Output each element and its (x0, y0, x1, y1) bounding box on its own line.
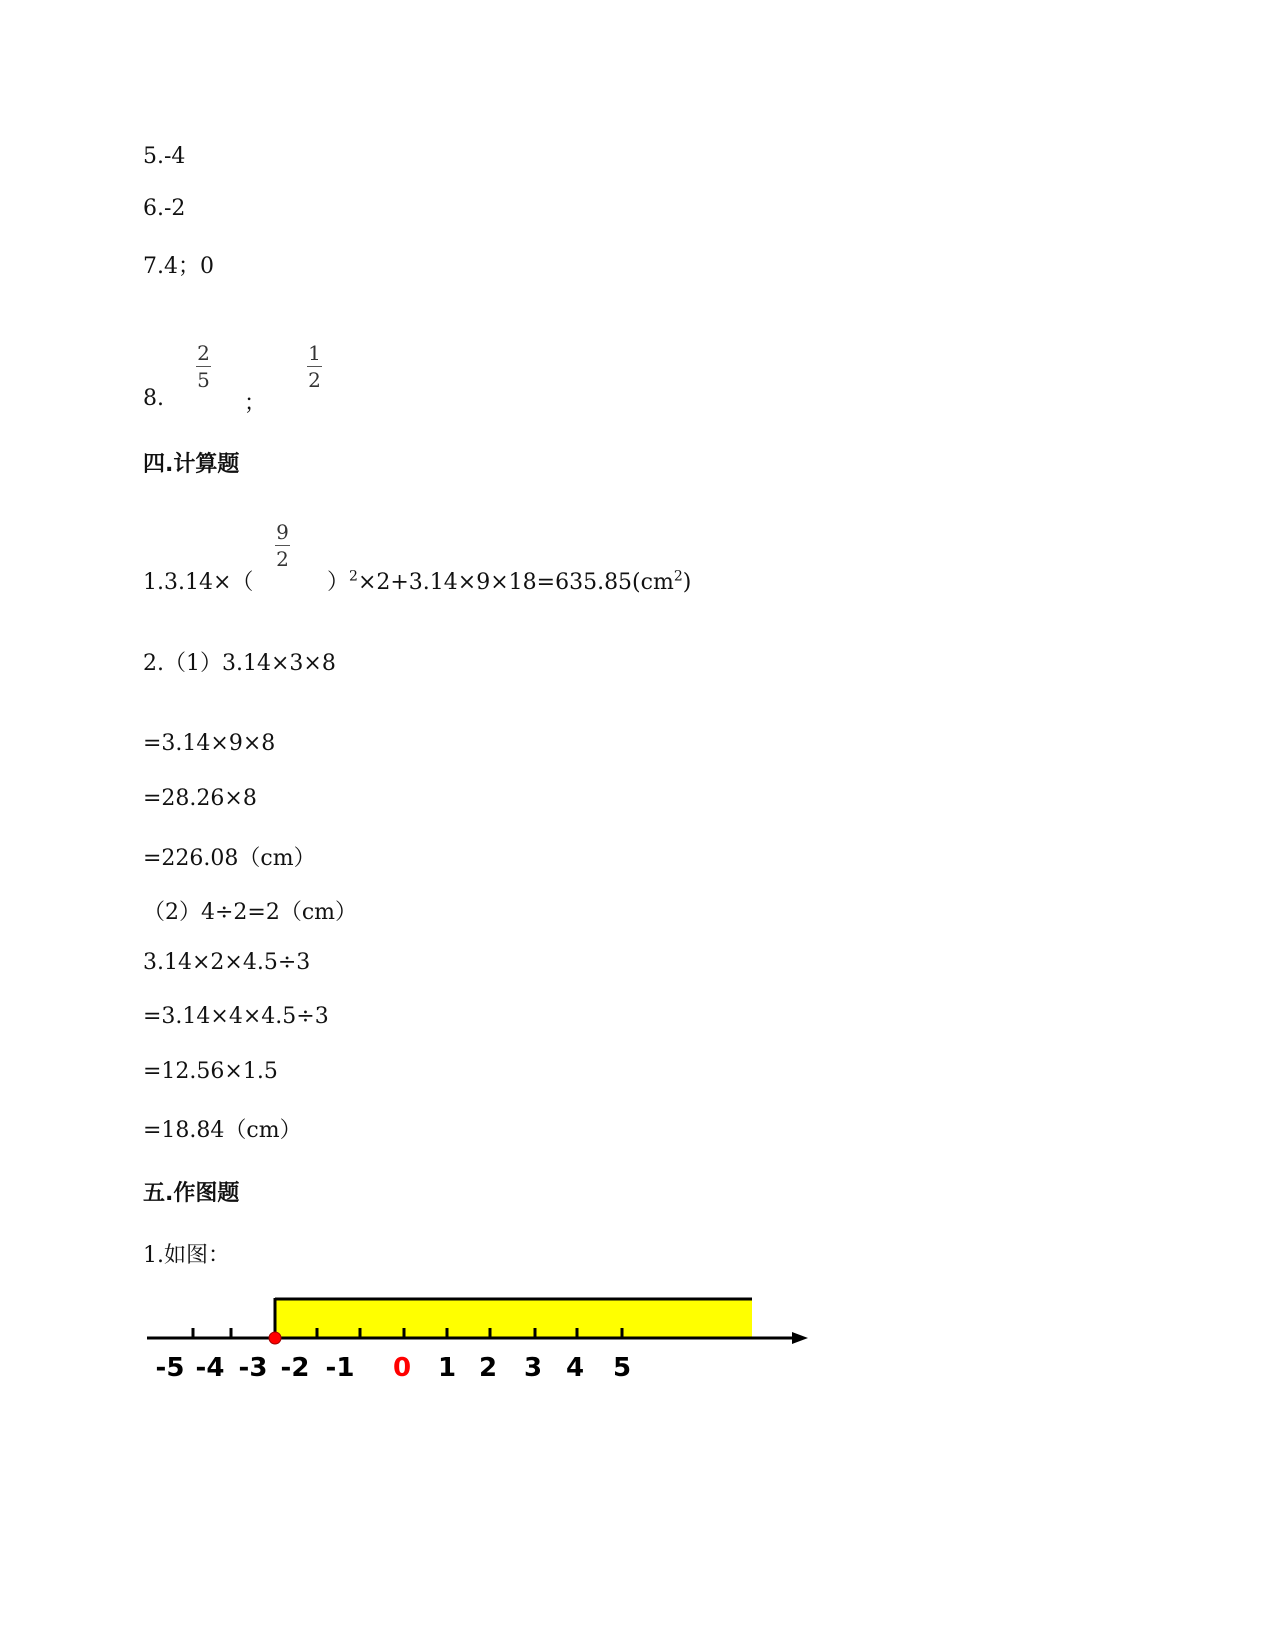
calc-q2-line: =226.08（cm） (143, 846, 316, 871)
calc-q2-line: 3.14×2×4.5÷3 (143, 950, 311, 975)
calc-q1-unit-exponent: 2 (673, 568, 683, 585)
tick-label: 2 (478, 1353, 498, 1383)
fraction-denominator: 2 (308, 368, 321, 392)
number-line-arrow (792, 1332, 808, 1344)
tick-label: 4 (565, 1353, 585, 1383)
tick-label: 0 (392, 1353, 412, 1383)
answer-7: 7.4；0 (143, 254, 214, 279)
tick-label: 3 (523, 1353, 543, 1383)
start-point-marker (269, 1332, 281, 1344)
calc-q1-expression (327, 565, 691, 596)
calc-q2-line: 2.（1）3.14×3×8 (143, 651, 336, 676)
calc-q2-line: =18.84（cm） (143, 1118, 302, 1143)
answer-8-separator: ； (244, 391, 267, 416)
answer-5: 5.-4 (143, 144, 186, 169)
tick-label: 5 (612, 1353, 632, 1383)
calc-q2-line: =3.14×4×4.5÷3 (143, 1004, 329, 1029)
answer-6: 6.-2 (143, 196, 186, 221)
fraction-bar (307, 366, 322, 367)
fraction-numerator: 9 (276, 520, 289, 544)
tick-label: -3 (238, 1353, 268, 1383)
solution-region (275, 1298, 752, 1338)
calc-q1-prefix: 1.3.14×（ (143, 570, 254, 595)
fraction-denominator: 5 (197, 368, 210, 392)
drawing-q1-label: 1.如图： (143, 1243, 230, 1268)
calc-q2-line: =12.56×1.5 (143, 1059, 278, 1084)
fraction-denominator: 2 (276, 547, 289, 571)
calc-q2-line: =28.26×8 (143, 786, 257, 811)
calc-q1-end: ) (682, 570, 692, 595)
answer-8-fraction-2 (307, 341, 322, 392)
number-line-figure (140, 1290, 820, 1400)
answer-8-fraction-1 (196, 341, 211, 392)
calc-q1-fraction (275, 520, 290, 571)
calc-q1-close: ） (327, 570, 350, 595)
fraction-numerator: 2 (197, 341, 210, 365)
tick-label: -1 (325, 1353, 355, 1383)
answer-8-prefix: 8. (143, 386, 164, 411)
section-5-heading: 五.作图题 (143, 1181, 240, 1206)
tick-label: -5 (155, 1353, 185, 1383)
calc-q1-rest: ×2+3.14×9×18=635.85(cm (357, 570, 674, 595)
fraction-bar (196, 366, 211, 367)
fraction-numerator: 1 (308, 341, 321, 365)
section-4-heading: 四.计算题 (143, 452, 240, 477)
calc-q2-line: （2）4÷2=2（cm） (143, 900, 358, 925)
calc-q1-exponent: 2 (349, 568, 358, 585)
calc-q2-line: =3.14×9×8 (143, 731, 276, 756)
tick-label: -4 (195, 1353, 225, 1383)
tick-labels (156, 1353, 631, 1383)
fraction-bar (275, 545, 290, 546)
tick-label: 1 (437, 1353, 457, 1383)
tick-label: -2 (280, 1353, 310, 1383)
